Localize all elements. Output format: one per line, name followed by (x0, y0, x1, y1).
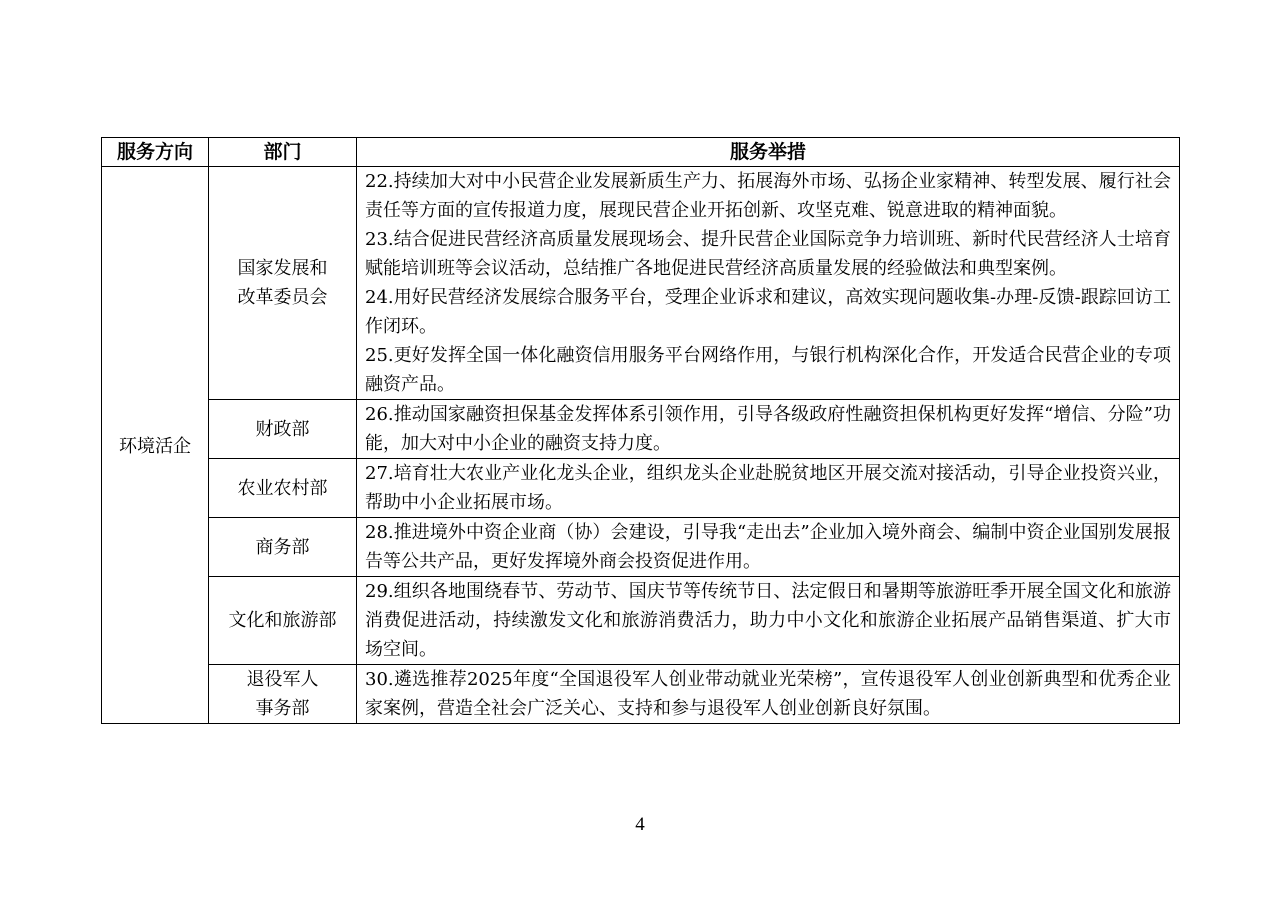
measure-item: 29.组织各地围绕春节、劳动节、国庆节等传统节日、法定假日和暑期等旅游旺季开展全国文化和旅游消费促进活动，持续激发文化和旅游消费活力，助力中小文化和旅游企业拓展产品销售渠道、扩大市场空间。 (365, 581, 1171, 660)
measures-cell (357, 167, 1180, 400)
service-measures-table (101, 137, 1180, 724)
department-cell (209, 167, 357, 400)
measures-cell (357, 665, 1180, 724)
header-service-direction: 服务方向 (102, 138, 209, 167)
measures-cell (357, 400, 1180, 459)
department-name-line: 事务部 (255, 698, 310, 719)
page-number: 4 (635, 814, 645, 835)
measures-cell (357, 518, 1180, 577)
department-cell (209, 577, 357, 665)
department-cell (209, 665, 357, 724)
table-row (102, 577, 1180, 665)
table-row (102, 459, 1180, 518)
header-service-measures: 服务举措 (357, 138, 1180, 167)
measures-cell (357, 459, 1180, 518)
measure-item: 26.推动国家融资担保基金发挥体系引领作用，引导各级政府性融资担保机构更好发挥“增信、分险”功能，加大对中小企业的融资支持力度。 (365, 404, 1171, 454)
measure-item: 23.结合促进民营经济高质量发展现场会、提升民营企业国际竞争力培训班、新时代民营经济人士培育赋能培训班等会议活动，总结推广各地促进民营经济高质量发展的经验做法和典型案例。 (365, 229, 1171, 279)
table-row (102, 167, 1180, 400)
department-name-line: 农业农村部 (237, 477, 328, 499)
department-name-line: 商务部 (255, 536, 310, 558)
department-cell (209, 459, 357, 518)
measure-item: 24.用好民营经济发展综合服务平台，受理企业诉求和建议，高效实现问题收集-办理-反馈-跟踪回访工作闭环。 (365, 287, 1171, 337)
department-cell (209, 400, 357, 459)
department-cell (209, 518, 357, 577)
department-name-line: 改革委员会 (237, 287, 328, 308)
measure-item: 30.遴选推荐2025年度“全国退役军人创业带动就业光荣榜”，宣传退役军人创业创新典型和优秀企业家案例，营造全社会广泛关心、支持和参与退役军人创业创新良好氛围。 (365, 669, 1171, 719)
table-row (102, 400, 1180, 459)
department-name-line: 文化和旅游部 (228, 610, 337, 631)
table-row (102, 665, 1180, 724)
department-name-line: 退役军人 (246, 669, 319, 690)
measure-item: 25.更好发挥全国一体化融资信用服务平台网络作用，与银行机构深化合作，开发适合民营企业的专项融资产品。 (365, 345, 1171, 395)
table-row (102, 518, 1180, 577)
measure-item: 28.推进境外中资企业商（协）会建设，引导我“走出去”企业加入境外商会、编制中资企业国别发展报告等公共产品，更好发挥境外商会投资促进作用。 (365, 522, 1171, 572)
department-name-line: 国家发展和 (237, 258, 328, 279)
table-header-row (102, 138, 1180, 167)
measure-item: 22.持续加大对中小民营企业发展新质生产力、拓展海外市场、弘扬企业家精神、转型发展、履行社会责任等方面的宣传报道力度，展现民营企业开拓创新、攻坚克难、锐意进取的精神面貌。 (365, 171, 1171, 221)
service-direction-cell: 环境活企 (102, 167, 209, 724)
header-department: 部门 (209, 138, 357, 167)
department-name-line: 财政部 (255, 418, 310, 440)
measure-item: 27.培育壮大农业产业化龙头企业，组织龙头企业赴脱贫地区开展交流对接活动，引导企业投资兴业，帮助中小企业拓展市场。 (365, 463, 1171, 513)
measures-cell (357, 577, 1180, 665)
